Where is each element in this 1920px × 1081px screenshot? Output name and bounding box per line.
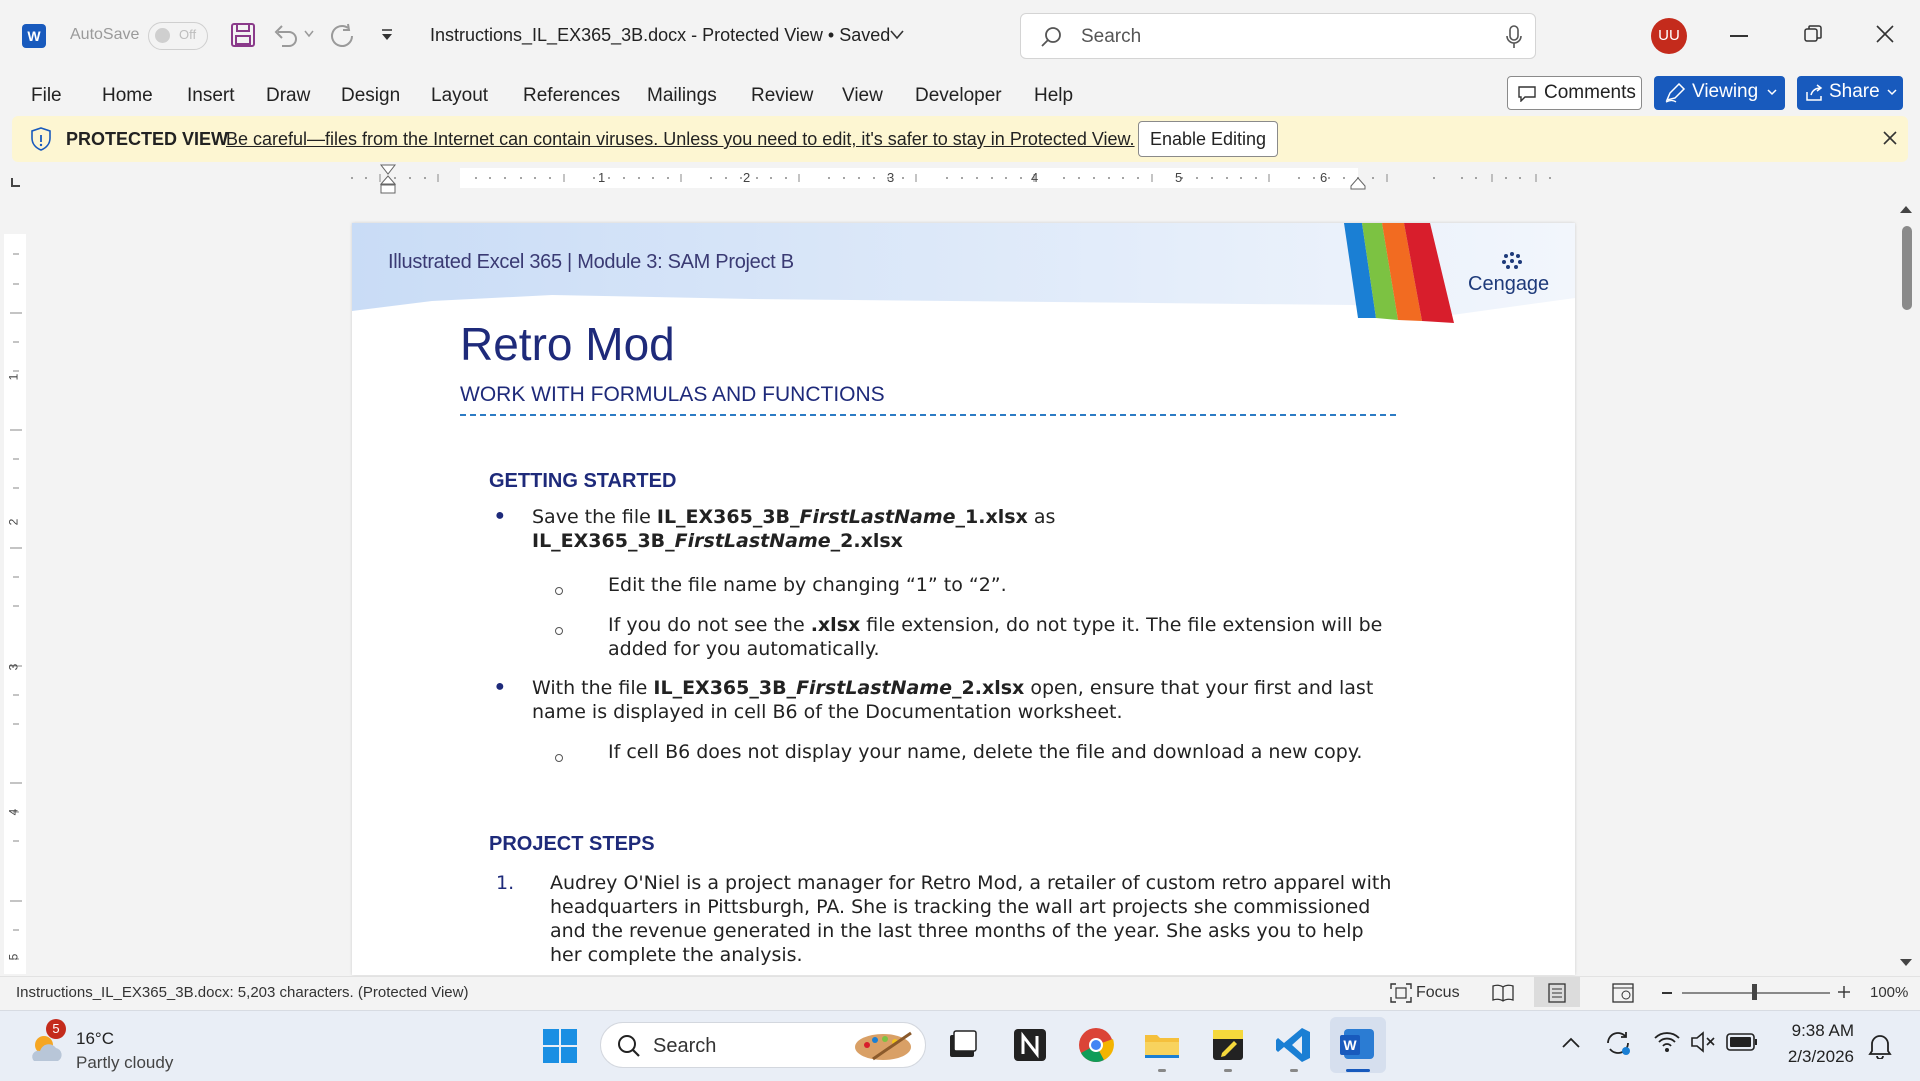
filename-part: _2.xlsx (830, 530, 903, 552)
list-item (532, 676, 1502, 724)
task-view-icon[interactable] (942, 1025, 982, 1065)
tab-draw[interactable]: Draw (266, 85, 311, 106)
undo-icon[interactable] (272, 22, 300, 48)
running-indicator (1158, 1069, 1166, 1072)
tab-file[interactable]: File (31, 85, 62, 106)
title-divider (460, 414, 1396, 416)
text: added for you automatically. (608, 638, 880, 660)
page-subtitle: WORK WITH FORMULAS AND FUNCTIONS (460, 383, 885, 406)
filename-part: FirstLastName (674, 530, 831, 552)
running-indicator (1224, 1069, 1232, 1072)
tab-help[interactable]: Help (1034, 85, 1074, 106)
zoom-slider-thumb[interactable] (1752, 984, 1757, 1000)
filename-part: IL_EX365_3B_ (532, 530, 675, 552)
close-button[interactable] (1876, 25, 1894, 43)
viewing-label: Viewing (1692, 81, 1759, 102)
vertical-scrollbar-thumb[interactable] (1902, 226, 1912, 310)
document-stats[interactable]: Instructions_IL_EX365_3B.docx: 5,203 characters. (Protected View) (16, 984, 469, 1001)
filename-part: IL_EX365_3B_ (653, 677, 797, 699)
taskbar (0, 1010, 1920, 1081)
print-layout-view[interactable] (1534, 977, 1580, 1007)
tab-insert[interactable]: Insert (187, 85, 235, 106)
ruler-number: 1 (598, 170, 606, 185)
vruler-number: 5 (6, 953, 21, 961)
protected-view-title: PROTECTED VIEW (66, 129, 229, 149)
running-indicator (1290, 1069, 1298, 1072)
share-label: Share (1829, 81, 1880, 102)
clock-date[interactable]: 2/3/2026 (1787, 1047, 1854, 1066)
comments-label: Comments (1544, 82, 1636, 103)
text: as (1027, 506, 1056, 528)
zoom-in-button[interactable] (1838, 986, 1850, 998)
microphone-icon[interactable] (1505, 24, 1523, 50)
bullet-dot: ● (495, 507, 505, 524)
search-input[interactable] (1020, 13, 1536, 59)
cengage-brand: Cengage (1468, 273, 1550, 295)
volume-muted-icon[interactable] (1690, 1031, 1716, 1053)
taskbar-search-placeholder: Search (653, 1035, 717, 1057)
sticky-notes-icon[interactable] (1208, 1025, 1248, 1065)
step-line: her complete the analysis. (550, 944, 803, 966)
sync-icon[interactable] (1604, 1029, 1632, 1057)
web-layout-icon[interactable] (1612, 983, 1634, 1003)
bullet-dot: ● (495, 678, 505, 695)
wifi-icon[interactable] (1654, 1031, 1680, 1053)
redo-icon[interactable] (328, 22, 356, 48)
protected-view-message[interactable]: Be careful—files from the Internet can contain viruses. Unless you need to edit, it's safer to stay in Protected View. (226, 129, 1135, 149)
autosave-state: Off (179, 27, 197, 42)
protected-view-bar (12, 116, 1908, 162)
filename-part: FirstLastName (799, 506, 956, 528)
notifications-icon[interactable] (1868, 1033, 1892, 1059)
pen-icon (1664, 83, 1686, 103)
print-layout-icon (1548, 983, 1566, 1003)
weather-condition[interactable]: Partly cloudy (76, 1053, 174, 1072)
tab-developer[interactable]: Developer (915, 85, 1002, 106)
show-hidden-icons[interactable] (1562, 1037, 1580, 1049)
viewing-mode-button[interactable] (1654, 76, 1785, 110)
tab-layout[interactable]: Layout (431, 85, 489, 106)
status-bar (0, 976, 1920, 1009)
tab-references[interactable]: References (523, 85, 621, 106)
cengage-logo-icon (1500, 251, 1524, 271)
start-button[interactable] (542, 1028, 578, 1064)
weather-temperature[interactable]: 16°C (76, 1029, 114, 1048)
zoom-level[interactable]: 100% (1870, 984, 1909, 1001)
active-indicator (1346, 1069, 1370, 1072)
word-app-icon: W (22, 24, 46, 48)
focus-icon[interactable] (1390, 983, 1412, 1003)
chrome-icon[interactable] (1076, 1025, 1116, 1065)
sub-bullet (555, 754, 563, 762)
step-line: Audrey O'Niel is a project manager for Retro Mod, a retailer of custom retro apparel with (550, 872, 1392, 894)
text: file extension, do not type it. The file extension will be (860, 614, 1383, 636)
comments-button[interactable] (1507, 76, 1642, 110)
weather-badge: 5 (46, 1019, 66, 1039)
notion-icon[interactable] (1010, 1025, 1050, 1065)
word-taskbar-button[interactable] (1330, 1017, 1386, 1073)
toggle-knob (155, 28, 170, 43)
ruler-number: 4 (1031, 170, 1039, 185)
customize-toolbar-icon[interactable] (380, 28, 394, 42)
svg-text:W: W (1343, 1037, 1357, 1053)
tab-home[interactable]: Home (102, 85, 153, 106)
list-item (532, 505, 1492, 553)
comment-icon (1518, 86, 1536, 102)
filename-part: IL_EX365_3B_ (656, 506, 800, 528)
vruler-number: 2 (6, 518, 21, 526)
vruler-number: 3 (6, 663, 21, 671)
title-bar (0, 0, 1920, 72)
right-indent-marker[interactable] (1350, 176, 1366, 190)
focus-label[interactable]: Focus (1416, 984, 1460, 1001)
list-item: If cell B6 does not display your name, delete the file and download a new copy. (608, 741, 1363, 763)
tab-stop-selector[interactable] (10, 176, 22, 188)
text: open, ensure that your first and last (1024, 677, 1374, 699)
shield-icon (30, 127, 52, 151)
ruler-number: 2 (743, 170, 751, 185)
scroll-up-icon[interactable] (1899, 204, 1913, 214)
filename-part: _1.xlsx (955, 506, 1028, 528)
file-explorer-icon[interactable] (1142, 1025, 1182, 1065)
tab-review[interactable]: Review (751, 85, 814, 106)
user-avatar[interactable]: UU (1651, 18, 1687, 54)
save-icon[interactable] (230, 22, 256, 48)
autosave-toggle[interactable] (148, 22, 208, 50)
share-icon (1805, 84, 1825, 102)
tab-view[interactable]: View (842, 85, 883, 106)
search-icon (1039, 25, 1063, 49)
text: With the file (532, 677, 654, 699)
sub-bullet (555, 627, 563, 635)
text: Save the file (532, 506, 657, 528)
document-page[interactable] (352, 223, 1575, 975)
step-number: 1. (496, 872, 515, 894)
search-icon (617, 1034, 641, 1058)
filename-part: FirstLastName (796, 677, 953, 699)
tab-design[interactable]: Design (341, 85, 401, 106)
read-mode-icon[interactable] (1492, 983, 1514, 1003)
vscode-icon[interactable] (1274, 1025, 1314, 1065)
paint-palette-icon (853, 1029, 915, 1063)
text: If you do not see the (608, 614, 811, 636)
document-title[interactable]: Instructions_IL_EX365_3B.docx - Protected View • Saved (430, 25, 891, 45)
header-text: Illustrated Excel 365 | Module 3: SAM Project B (388, 251, 794, 273)
chevron-down-icon (1887, 89, 1897, 96)
ruler-number: 3 (887, 170, 895, 185)
search-placeholder: Search (1081, 26, 1142, 47)
step-line: and the revenue generated in the last three months of the year. She asks you to help (550, 920, 1364, 942)
share-button[interactable] (1797, 76, 1903, 110)
clock-time[interactable]: 9:38 AM (1791, 1021, 1854, 1040)
vruler-number: 4 (6, 808, 21, 816)
section-heading-getting-started: GETTING STARTED (489, 470, 677, 492)
list-item (608, 613, 1508, 661)
page-title: Retro Mod (460, 318, 675, 370)
taskbar-search-input[interactable] (600, 1022, 926, 1068)
vruler-number: 1 (6, 373, 21, 381)
undo-dropdown-icon[interactable] (304, 30, 314, 38)
ruler-number: 6 (1320, 170, 1328, 185)
filename-part: _2.xlsx (952, 677, 1025, 699)
enable-editing-button[interactable]: Enable Editing (1138, 121, 1278, 157)
vertical-ruler[interactable] (4, 234, 26, 974)
sub-bullet (555, 587, 563, 595)
title-dropdown-icon[interactable] (890, 30, 904, 40)
close-icon[interactable] (1882, 130, 1898, 146)
extension: .xlsx (810, 614, 861, 636)
autosave-label: AutoSave (70, 26, 140, 43)
zoom-out-button[interactable] (1662, 992, 1672, 994)
indent-marker[interactable] (379, 164, 397, 196)
scroll-down-icon[interactable] (1899, 958, 1913, 968)
tab-mailings[interactable]: Mailings (647, 85, 717, 106)
restore-button[interactable] (1804, 25, 1822, 43)
minimize-button[interactable] (1730, 35, 1748, 37)
list-item: Edit the file name by changing “1” to “2”. (608, 574, 1007, 596)
section-heading-project-steps: PROJECT STEPS (489, 833, 655, 855)
battery-icon[interactable] (1726, 1033, 1758, 1051)
step-line: headquarters in Pittsburgh, PA. She is tracking the wall art projects she commissioned (550, 896, 1371, 918)
ruler-ticks (340, 170, 1580, 190)
chevron-down-icon (1767, 89, 1777, 96)
text: name is displayed in cell B6 of the Documentation worksheet. (532, 701, 1123, 723)
ruler-number: 5 (1175, 170, 1183, 185)
